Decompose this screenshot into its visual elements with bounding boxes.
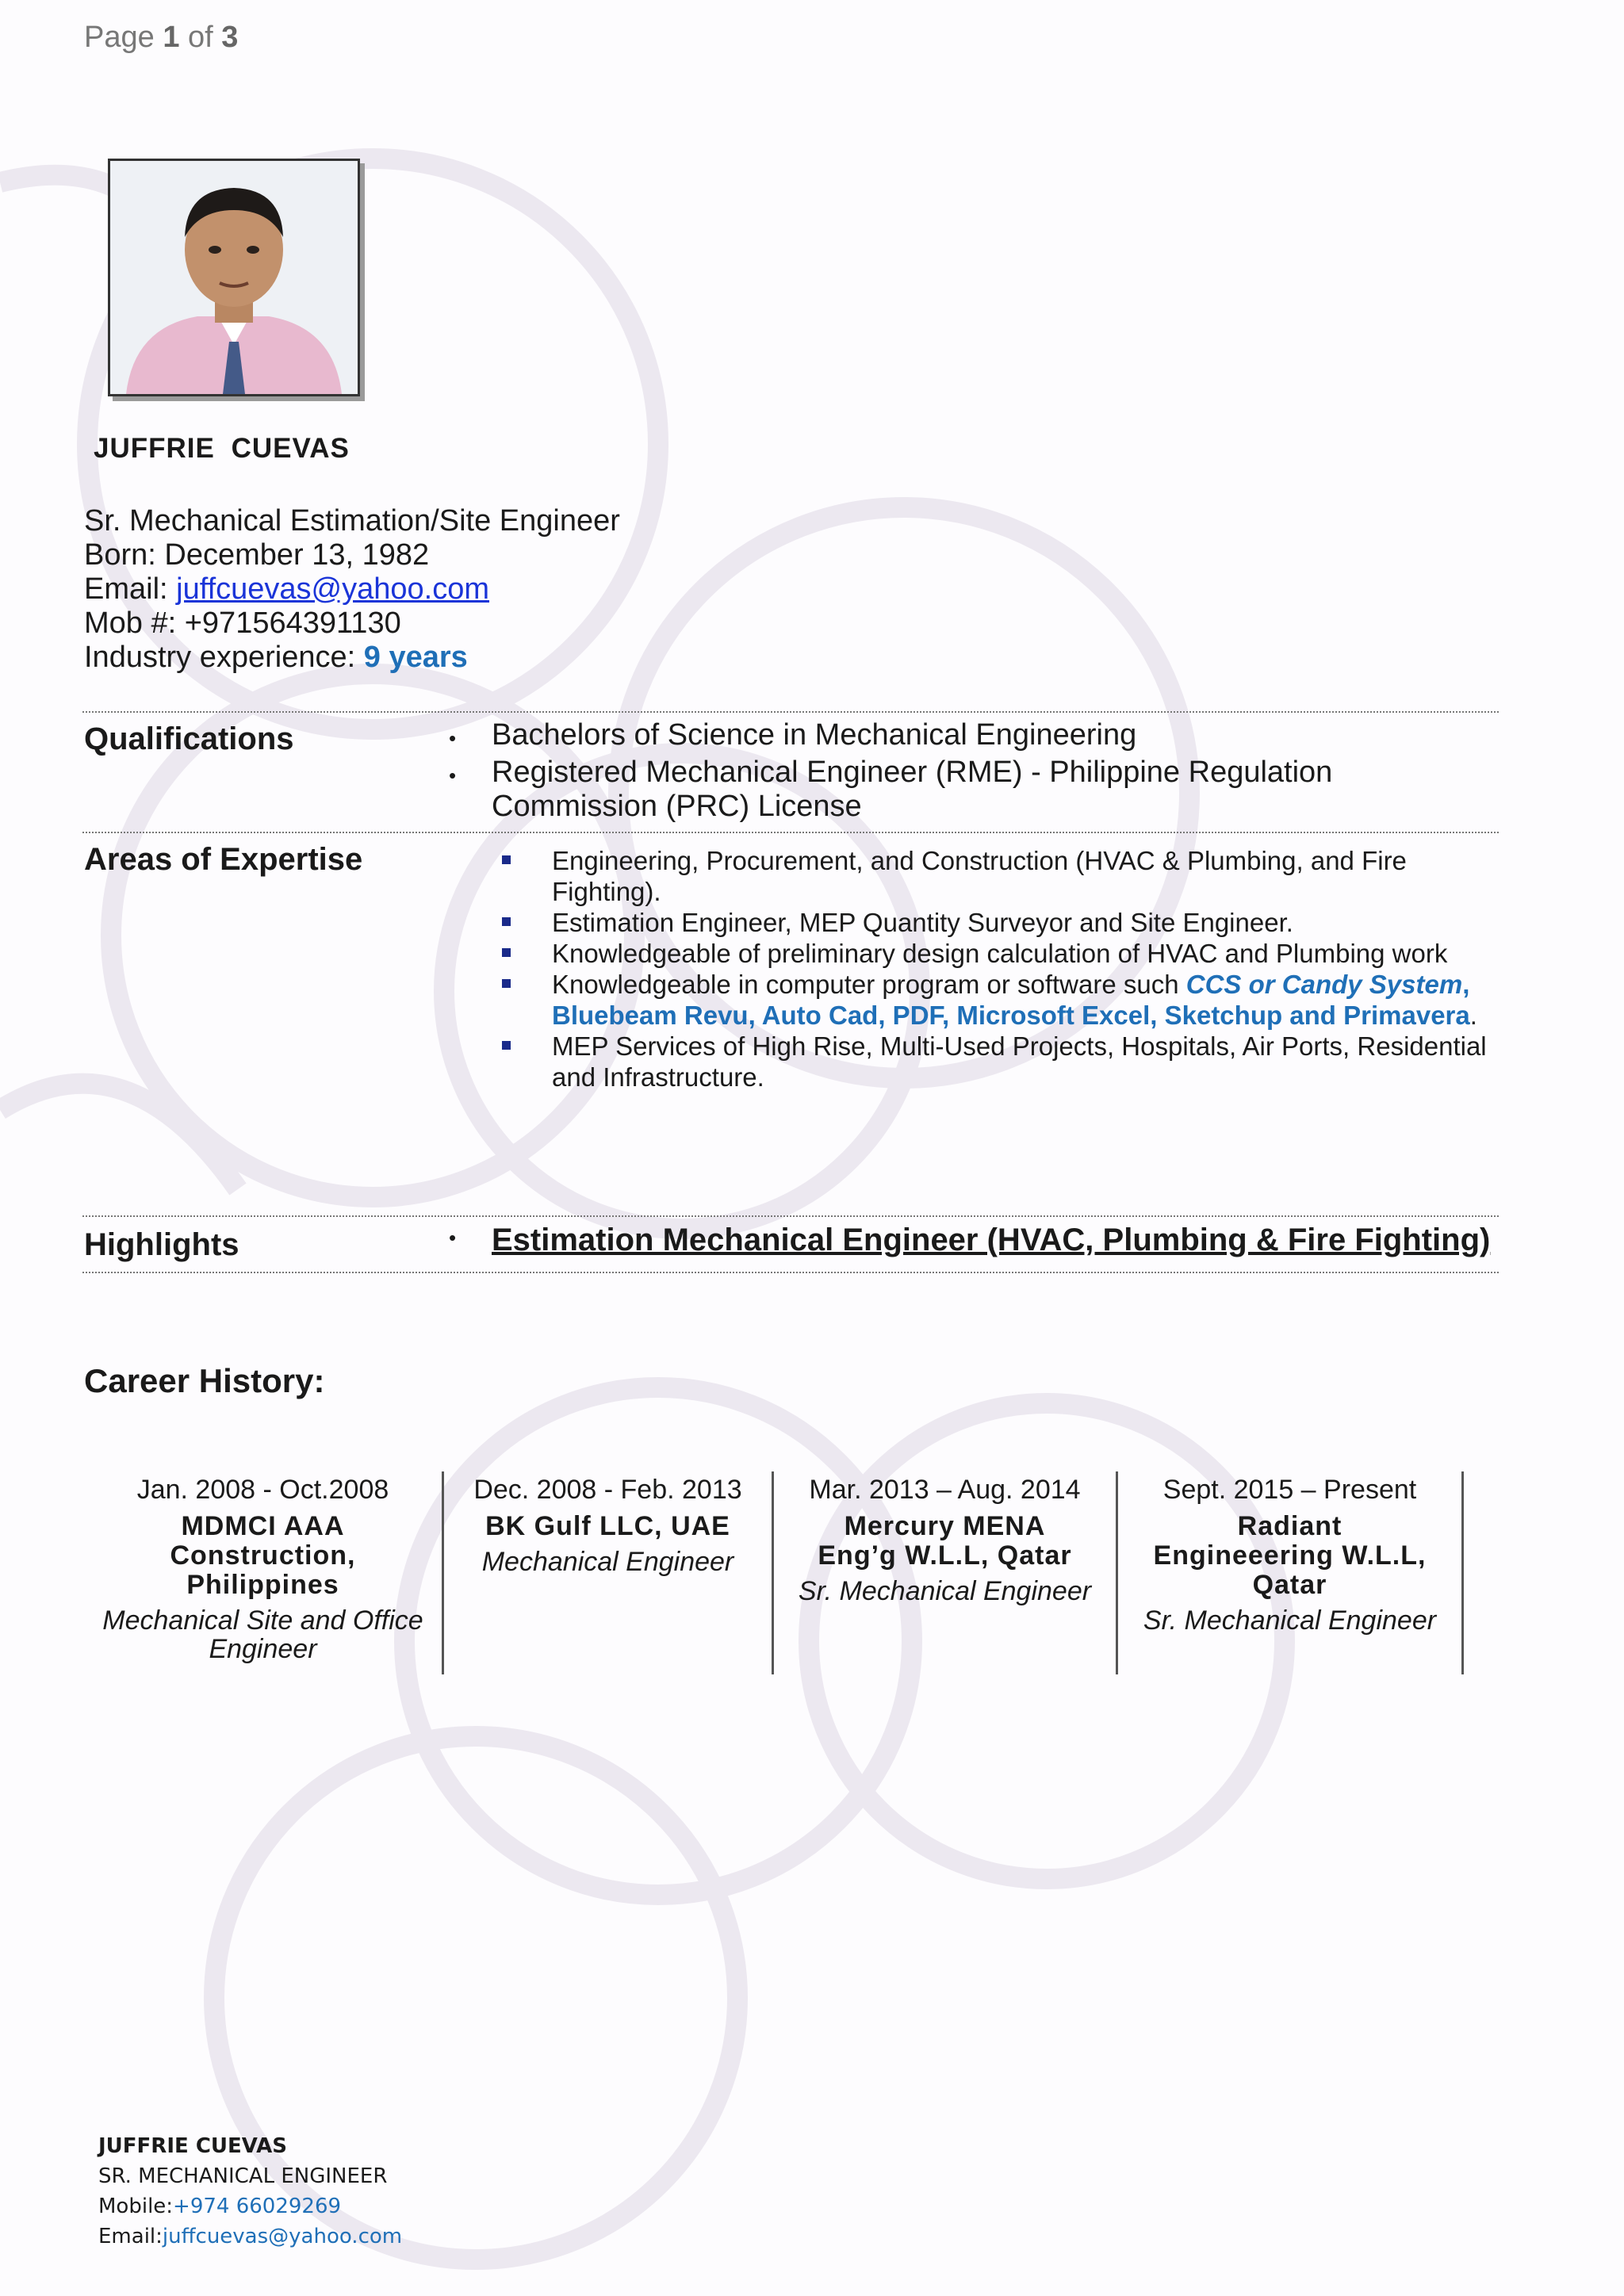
experience-value: 9 years — [363, 641, 468, 674]
footer-mobile-label: Mobile: — [98, 2195, 174, 2218]
bullet-icon: • — [449, 763, 457, 787]
highlights-item — [449, 1223, 1490, 1258]
career-entry — [774, 1471, 1118, 1674]
career-company: Mercury MENA Eng’g W.L.L, Qatar — [818, 1511, 1072, 1571]
divider — [82, 1272, 1499, 1273]
footer-title: SR. MECHANICAL ENGINEER — [98, 2164, 388, 2188]
divider — [82, 832, 1499, 833]
expertise-text: Engineering, Procurement, and Construction (HVAC & Plumbing, and Fire Fighting). — [552, 846, 1407, 906]
career-date: Sept. 2015 – Present — [1162, 1475, 1417, 1505]
list-item — [449, 756, 1443, 824]
page-indicator — [84, 21, 238, 55]
square-bullet-icon — [500, 969, 552, 1031]
career-date: Dec. 2008 - Feb. 2013 — [473, 1475, 742, 1505]
email-link[interactable]: juffcuevas@yahoo.com — [176, 572, 490, 606]
qualification-text: Registered Mechanical Engineer (RME) - Philippine Regulation Commission (PRC) License — [492, 756, 1333, 823]
footer — [98, 2131, 402, 2252]
expertise-software-intro: Knowledgeable in computer program or software such — [552, 970, 1179, 999]
list-item — [449, 718, 1443, 756]
mobile-value: +971564391130 — [184, 607, 401, 640]
experience-label: Industry experience: — [84, 641, 356, 674]
mobile-label: Mob #: — [84, 607, 177, 640]
footer-mobile-value: +974 66029269 — [173, 2195, 342, 2218]
list-item — [500, 845, 1492, 907]
bullet-icon: • — [449, 726, 457, 750]
expertise-text: Knowledgeable of preliminary design calculation of HVAC and Plumbing work — [552, 939, 1448, 968]
career-role: Sr. Mechanical Engineer — [1143, 1605, 1437, 1636]
highlights-label: Highlights — [84, 1227, 239, 1262]
career-company: Radiant Engineeering W.L.L, Qatar — [1153, 1511, 1427, 1600]
bullet-icon: • — [449, 1226, 457, 1249]
career-role: Mechanical Site and Office Engineer — [102, 1605, 423, 1664]
highlight-text: Estimation Mechanical Engineer (HVAC, Plumbing & Fire Fighting) — [492, 1223, 1491, 1257]
person-portrait-icon — [110, 161, 358, 394]
expertise-list — [500, 845, 1492, 1093]
mobile-line — [84, 607, 620, 641]
divider — [82, 711, 1499, 713]
candidate-name: JUFFRIE CUEVAS — [94, 433, 350, 464]
expertise-text — [552, 969, 1492, 1031]
footer-email-link[interactable]: juffcuevas@yahoo.com — [162, 2225, 403, 2248]
square-bullet-icon — [500, 1031, 552, 1093]
expertise-software-italic: CCS or Candy System — [1185, 970, 1463, 999]
square-bullet-icon — [500, 938, 552, 969]
expertise-text: Estimation Engineer, MEP Quantity Surveyor and Site Engineer. — [552, 908, 1293, 937]
qualifications-label: Qualifications — [84, 721, 294, 756]
email-label: Email: — [84, 572, 168, 606]
career-date: Mar. 2013 – Aug. 2014 — [809, 1475, 1081, 1505]
square-bullet-icon — [500, 845, 552, 907]
experience-line — [84, 641, 620, 675]
profile-photo — [108, 159, 360, 396]
page-prefix: Page — [84, 21, 155, 54]
expertise-software-end: . — [1469, 1001, 1477, 1030]
career-role: Mechanical Engineer — [481, 1547, 734, 1577]
page-current: 1 — [163, 21, 180, 54]
qualification-text: Bachelors of Science in Mechanical Engineering — [492, 718, 1137, 752]
career-entry — [84, 1471, 444, 1674]
profile-info — [84, 504, 620, 675]
career-company: MDMCI AAA Construction, Philippines — [170, 1511, 356, 1600]
career-role: Sr. Mechanical Engineer — [798, 1576, 1092, 1606]
career-entry — [1118, 1471, 1464, 1674]
list-item — [500, 907, 1492, 938]
born-line — [84, 538, 620, 572]
footer-email-label: Email: — [98, 2225, 163, 2248]
born-label: Born: — [84, 538, 156, 572]
page-of: of — [188, 21, 213, 54]
footer-name: JUFFRIE CUEVAS — [98, 2134, 287, 2158]
career-entry — [444, 1471, 774, 1674]
born-value: December 13, 1982 — [164, 538, 430, 572]
expertise-label: Areas of Expertise — [84, 842, 363, 877]
list-item — [500, 969, 1492, 1031]
footer-mobile — [98, 2191, 402, 2221]
expertise-text: MEP Services of High Rise, Multi-Used Projects, Hospitals, Air Ports, Residential and Infrastructure. — [552, 1031, 1487, 1092]
footer-email — [98, 2221, 402, 2252]
career-history-title: Career History: — [84, 1362, 325, 1399]
career-timeline — [84, 1471, 1464, 1674]
list-item — [500, 938, 1492, 969]
divider — [82, 1215, 1499, 1217]
email-line — [84, 572, 620, 607]
qualifications-list — [449, 718, 1443, 824]
square-bullet-icon — [500, 907, 552, 938]
list-item — [500, 1031, 1492, 1093]
expertise-software-list: , Bluebeam Revu, Auto Cad, PDF, Microsoft Excel, Sketchup and Primavera — [552, 970, 1470, 1030]
job-title: Sr. Mechanical Estimation/Site Engineer — [84, 504, 620, 538]
career-company: BK Gulf LLC, UAE — [485, 1511, 730, 1541]
page-total: 3 — [221, 21, 239, 54]
career-date: Jan. 2008 - Oct.2008 — [136, 1475, 389, 1505]
